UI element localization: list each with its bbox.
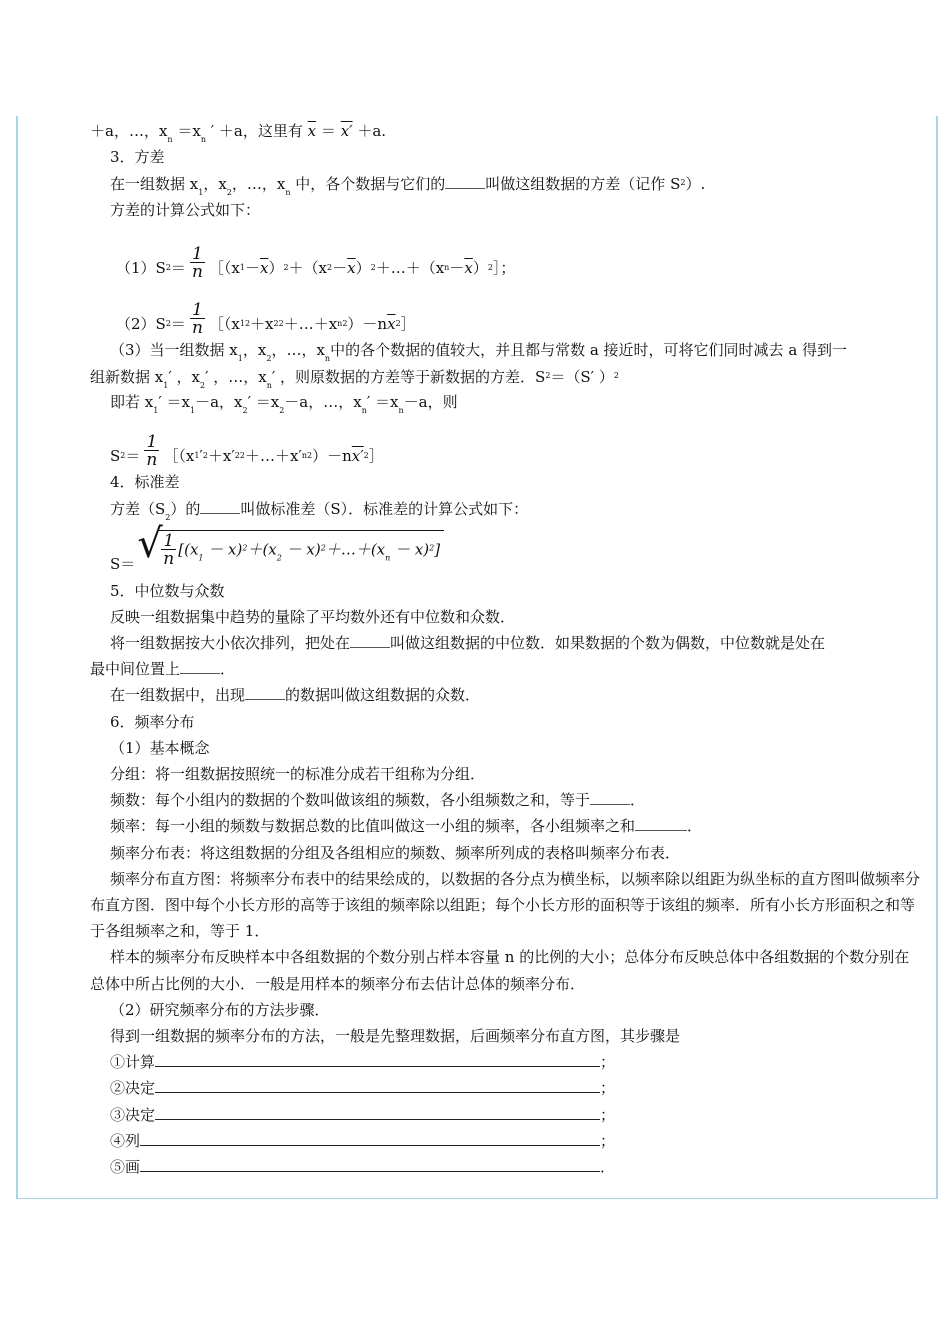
text: ＋（x <box>288 258 328 277</box>
text: [(x <box>178 540 199 559</box>
superscript: 2 <box>278 318 284 328</box>
superscript: 2 <box>165 318 171 328</box>
fill-blank[interactable] <box>140 1131 600 1146</box>
subscript: 2 <box>327 262 333 272</box>
median-definition <box>90 630 920 656</box>
text: ′ ＝x <box>366 393 399 412</box>
numerator: 1 <box>192 299 203 320</box>
variance-shift-note <box>90 337 920 363</box>
text: ＋…＋x′ <box>244 447 302 466</box>
frequency-table-definition <box>90 840 920 866</box>
text: ′ ，则原数据的方差等于新数据的方差．S <box>271 367 546 386</box>
text: （1）S <box>116 258 166 277</box>
step-2 <box>90 1075 920 1101</box>
subscript: 2 <box>276 553 282 563</box>
text: ； <box>600 1131 616 1150</box>
section-heading-variance <box>90 144 920 170</box>
text: － <box>449 258 465 277</box>
mode-definition <box>90 682 920 708</box>
radical-sign: √ <box>137 520 163 567</box>
heading: 6．频率分布 <box>110 712 195 731</box>
text: 方差的计算公式如下： <box>110 200 261 219</box>
method-intro <box>90 1023 920 1049</box>
superscript: 2 <box>613 370 619 380</box>
text: S＝ <box>110 555 136 574</box>
variance-definition <box>90 170 920 196</box>
text: － <box>244 258 260 277</box>
mean-symbol: $\overline{x}$ <box>307 122 317 140</box>
text: 在一组数据中，出现 <box>110 686 246 705</box>
relative-frequency-definition <box>90 813 920 839</box>
text: ） <box>355 258 371 277</box>
text: ）－n <box>347 314 388 333</box>
subscript: n <box>337 318 343 328</box>
heading: （1）基本概念 <box>110 738 210 757</box>
superscript: 2 <box>395 318 401 328</box>
subscript: 2 <box>266 353 272 363</box>
text: ，x <box>203 175 227 194</box>
text: ． <box>600 1157 616 1176</box>
fraction-one-over-n <box>190 243 205 282</box>
text: 即若 x <box>110 393 154 412</box>
text: 在一组数据 x <box>110 175 199 194</box>
subscript: 1 <box>153 406 159 416</box>
subscript: 2 <box>165 512 171 522</box>
text: 样本的频率分布反映样本中各组数据的个数分别占样本容量 n 的比例的大小；总体分布反映总体中各组数据的个数分别在总体中所占比例的大小．一般是用样本的频率分布去估计总体的频率分布． <box>90 948 910 993</box>
text: ＋a. <box>357 122 387 140</box>
variance-formula-2 <box>90 281 920 337</box>
text: ＋…＋(x <box>325 540 386 559</box>
step-3 <box>90 1102 920 1128</box>
numerator: 1 <box>192 243 203 264</box>
grouping-definition <box>90 761 920 787</box>
subscript: 1 <box>194 451 200 461</box>
fill-blank[interactable] <box>180 659 220 674</box>
text: 最中间位置上 <box>90 660 181 679</box>
text: － x) <box>203 540 243 559</box>
step-1 <box>90 1049 920 1075</box>
subscript: n <box>301 451 307 461</box>
text: ）的 <box>170 499 201 518</box>
text: S <box>110 447 121 466</box>
text: 反映一组数据集中趋势的量除了平均数外还有中位数和众数． <box>110 607 516 626</box>
superscript: 2 <box>680 178 686 188</box>
text: ． <box>687 817 703 836</box>
subscript: 1 <box>163 380 169 390</box>
subscript: 1 <box>198 188 204 198</box>
text: ′ ＝x <box>247 393 280 412</box>
superscript: 2 <box>283 262 289 272</box>
denominator: n <box>191 261 203 282</box>
text: ＝ <box>320 122 336 140</box>
text: ③决定 <box>110 1105 156 1124</box>
text: ； <box>600 1105 616 1124</box>
fill-blank[interactable] <box>200 499 240 514</box>
frequency-count-definition <box>90 787 920 813</box>
superscript: 2 <box>429 543 435 553</box>
text: ] <box>434 540 441 559</box>
text: 得到一组数据的频率分布的方法，一般是先整理数据，后画频率分布直方图，其步骤是 <box>110 1026 681 1045</box>
text: 的数据叫做这组数据的众数． <box>285 686 481 705</box>
fill-blank[interactable] <box>445 174 485 189</box>
subscript: 1 <box>198 553 204 563</box>
heading: 4．标准差 <box>110 473 180 492</box>
text: － x) <box>281 540 321 559</box>
section-heading-median-mode <box>90 578 920 604</box>
subscript: n <box>285 188 291 198</box>
numerator: 1 <box>163 530 175 551</box>
subheading-basic-concepts <box>90 735 920 761</box>
variance-formula-1 <box>90 223 920 281</box>
text: ＋x′ <box>207 447 235 466</box>
text: ′ ＝x <box>158 393 190 412</box>
numerator: 1 <box>146 432 158 453</box>
text: ′ ，…，x <box>205 367 267 386</box>
superscript: 2 <box>120 451 126 461</box>
text: ） <box>472 258 488 277</box>
text: ＝ <box>170 314 186 333</box>
subscript: 1 <box>189 406 196 416</box>
section-heading-std-dev <box>90 469 920 495</box>
mean-symbol-prime: x′ <box>340 122 353 140</box>
fraction-one-over-n <box>161 530 176 569</box>
subscript: n <box>324 353 331 363</box>
subscript: 2 <box>242 406 248 416</box>
text: ，…，x <box>231 175 286 194</box>
formula-intro <box>90 197 920 223</box>
radicand <box>157 530 444 572</box>
text: 频率分布直方图：将频率分布表中的结果绘成的，以数据的各分点为横坐标，以频率除以组距为纵坐标的直方图叫做频率分布直方图．图中每个小长方形的高等于该组的频率除以组距；每个小长方形的面积等于该组的频率．所有小长方形面积之和等于各组频率之和，等于 1． <box>90 869 921 941</box>
histogram-definition <box>90 866 920 945</box>
fill-blank[interactable] <box>590 790 630 805</box>
text: ′ ，x <box>168 367 200 386</box>
text: 叫做这组数据的方差（记作 S <box>485 175 681 194</box>
text: ］ <box>400 314 416 333</box>
fill-blank[interactable] <box>155 1078 600 1093</box>
text: ＝（S′ ） <box>550 367 614 386</box>
fraction-one-over-n <box>144 434 159 469</box>
fill-blank[interactable] <box>155 1105 600 1120</box>
text: ＋a，…，x <box>90 122 168 140</box>
heading: 3．方差 <box>110 148 165 167</box>
text: ； <box>600 1079 616 1098</box>
text: 将一组数据按大小依次排列，把处在 <box>110 634 351 653</box>
subscript: 2 <box>279 406 285 416</box>
mean-symbol: $\overline{x}$ <box>387 314 396 333</box>
text: ＝ <box>170 258 186 277</box>
text: ＋x <box>250 314 274 333</box>
heading: 5．中位数与众数 <box>110 581 225 600</box>
subscript: n <box>398 406 404 416</box>
text: －a，则 <box>403 393 458 412</box>
text: （3）当一组数据 x <box>110 340 238 359</box>
text: 频率分布表：将这组数据的分组及各组相应的频数、频率所列成的表格叫频率分布表． <box>110 843 681 862</box>
text: 频数：每个小组内的数据的个数叫做该组的频数，各小组频数之和，等于 <box>110 791 591 810</box>
text: ［（x <box>208 314 240 333</box>
text: 组新数据 x <box>90 367 164 386</box>
text: ． <box>630 791 646 810</box>
subscript: 2 <box>234 451 240 461</box>
subscript: 2 <box>273 318 279 328</box>
subscript: 2 <box>226 188 232 198</box>
text: （2）S <box>116 314 166 333</box>
text: ②决定 <box>110 1079 156 1098</box>
text: －a，…，x <box>284 393 362 412</box>
text: ，x <box>242 340 267 359</box>
superscript: 2 <box>342 318 348 328</box>
std-dev-definition <box>90 496 920 522</box>
superscript: 2 <box>244 318 251 328</box>
subscript: 1 <box>239 262 245 272</box>
text: ′ ＋a，这里有 <box>210 122 303 140</box>
text: ． <box>220 660 236 679</box>
subscript: n <box>361 406 367 416</box>
subscript: n <box>444 262 450 272</box>
text: 叫做这组数据的中位数．如果数据的个数为偶数，中位数就是处在 <box>390 634 826 653</box>
text: 分组：将一组数据按照统一的标准分成若干组称为分组． <box>110 765 486 783</box>
fill-blank[interactable] <box>155 1052 600 1067</box>
text: ［（x <box>163 447 195 466</box>
mean-symbol: $\overline{x}$ <box>464 258 473 277</box>
variance-formula-3: S 2 ＝ $\frac{1}{n}$ ［（x 1 ′ 2 ＋x′ 2 2 ＋…＋x′ n 2 ）－n x′ 2 ］ <box>110 432 384 471</box>
fill-blank[interactable] <box>140 1157 600 1172</box>
denominator: n <box>146 450 158 471</box>
text: ＋(x <box>247 540 277 559</box>
subscript: 2 <box>199 380 206 390</box>
subscript: n <box>385 553 391 563</box>
superscript: 2 <box>202 451 208 461</box>
superscript: 2 <box>370 262 376 272</box>
superscript: 2 <box>165 262 171 272</box>
std-dev-formula <box>90 522 920 578</box>
superscript: 2 <box>487 262 493 272</box>
text: －a，x <box>195 393 243 412</box>
text: ＋…＋x <box>283 314 338 333</box>
text: ①计算 <box>110 1053 156 1072</box>
superscript: 2 <box>545 370 551 380</box>
fill-blank[interactable] <box>350 633 390 648</box>
variance-shift-note-cont <box>90 363 920 389</box>
denominator: n <box>163 548 175 569</box>
superscript: 2 <box>307 451 313 461</box>
sample-distribution-note <box>90 944 920 996</box>
superscript: 2 <box>363 451 369 461</box>
subheading-method-steps <box>90 997 920 1023</box>
mean-shift-line <box>90 118 920 144</box>
text: 中，各个数据与它们的 <box>290 175 446 194</box>
text: ＝ <box>125 447 141 466</box>
superscript: 2 <box>239 451 245 461</box>
mean-symbol: $\overline{x}$ <box>347 258 356 277</box>
text: 中的各个数据的值较大，并且都与常数 a 接近时，可将它们同时减去 a 得到一 <box>330 340 848 359</box>
text: ＝x <box>177 122 201 140</box>
subscript: 1 <box>239 318 245 328</box>
text: － <box>332 258 348 277</box>
text: ） <box>268 258 284 277</box>
median-definition-cont <box>90 656 920 682</box>
subscript: 1 <box>237 353 243 363</box>
superscript: 2 <box>320 543 326 553</box>
subscript: n <box>266 380 272 390</box>
step-4 <box>90 1128 920 1154</box>
text: 方差（S <box>110 499 166 518</box>
text: ，…，x <box>271 340 325 359</box>
fill-blank[interactable] <box>635 816 687 831</box>
fraction-one-over-n <box>190 299 205 338</box>
denominator: n <box>191 317 203 338</box>
mean-symbol: $\overline{x}$ <box>259 258 269 277</box>
text: ＋…＋（x <box>375 258 445 277</box>
superscript: 2 <box>242 543 248 553</box>
variance-shift-example <box>90 389 920 415</box>
subscript: n <box>167 135 173 144</box>
text: ］； <box>492 258 516 277</box>
section-heading-frequency <box>90 709 920 735</box>
fill-blank[interactable] <box>245 685 285 700</box>
text: ）－n <box>312 447 352 466</box>
text: ）. <box>685 175 706 194</box>
text: ］ <box>368 447 384 466</box>
text: 叫做标准差（S）．标准差的计算公式如下： <box>240 499 529 518</box>
mean-symbol-prime: x′ <box>351 447 364 466</box>
text: － x) <box>390 540 430 559</box>
text: ［（x <box>208 258 240 277</box>
heading: （2）研究频率分布的方法步骤． <box>110 1000 330 1019</box>
document-body <box>90 118 920 1180</box>
median-mode-intro <box>90 604 920 630</box>
step-5 <box>90 1154 920 1180</box>
text: ⑤画 <box>110 1157 141 1176</box>
square-root <box>135 520 444 572</box>
text: ④列 <box>110 1131 141 1150</box>
text: ； <box>600 1053 616 1072</box>
subscript: n <box>200 135 206 144</box>
text: 频率：每一小组的频数与数据总数的比值叫做这一小组的频率，各小组频率之和 <box>110 817 636 836</box>
